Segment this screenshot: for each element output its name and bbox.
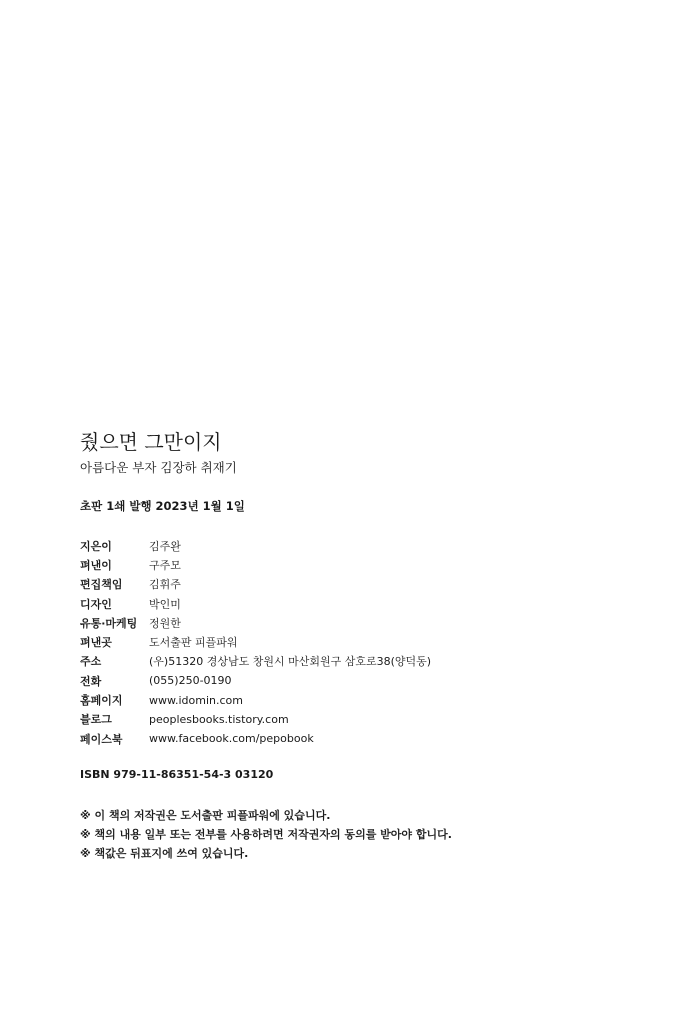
credit-value: 구주모 [149, 558, 181, 572]
credit-row-phone [80, 671, 431, 690]
credit-label: 펴낸이 [80, 558, 112, 572]
credit-row-publisher-person [80, 555, 431, 574]
credit-value: 김휘주 [149, 578, 181, 592]
credit-row-author [80, 536, 431, 555]
credit-row-address [80, 652, 431, 671]
credit-row-design [80, 594, 431, 613]
book-subtitle: 아름다운 부자 김장하 취재기 [80, 460, 237, 475]
edition-info: 초판 1쇄 발행 2023년 1월 1일 [80, 499, 245, 513]
credit-label: 펴낸곳 [80, 636, 112, 650]
credit-label: 유통·마케팅 [80, 616, 138, 630]
note-copyright: ※ 이 책의 저작권은 도서출판 피플파워에 있습니다. [80, 809, 331, 822]
credit-value: 김주완 [149, 539, 181, 553]
credit-label: 지은이 [80, 539, 112, 553]
credit-row-homepage [80, 690, 431, 709]
note-price: ※ 책값은 뒤표지에 쓰여 있습니다. [80, 847, 249, 860]
credit-value: (055)250-0190 [149, 674, 232, 688]
credit-value: 도서출판 피플파워 [149, 636, 238, 650]
credit-row-marketing [80, 613, 431, 632]
credit-value: peoplesbooks.tistory.com [149, 712, 289, 726]
credit-label: 페이스북 [80, 732, 123, 746]
credit-label: 디자인 [80, 597, 112, 611]
credit-value: www.idomin.com [149, 693, 243, 707]
credit-row-editor [80, 575, 431, 594]
notes-list [80, 806, 452, 863]
note-usage-permission: ※ 책의 내용 일부 또는 전부를 사용하려면 저작권자의 동의를 받아야 합니다. [80, 828, 452, 841]
credit-label: 홈페이지 [80, 694, 123, 708]
isbn: ISBN 979-11-86351-54-3 03120 [80, 768, 274, 781]
credit-value: (우)51320 경상남도 창원시 마산회원구 삼호로38(양덕동) [149, 655, 432, 669]
credit-row-blog [80, 710, 431, 729]
credits-list [80, 536, 431, 748]
credit-row-publisher [80, 632, 431, 651]
credit-label: 주소 [80, 655, 102, 669]
credit-value: www.facebook.com/pepobook [149, 732, 314, 746]
book-title: 줬으면 그만이지 [80, 430, 222, 454]
credit-value: 정원한 [149, 616, 181, 630]
credit-label: 편집책임 [80, 578, 123, 592]
credit-label: 전화 [80, 674, 102, 688]
credit-value: 박인미 [149, 597, 181, 611]
credit-row-facebook [80, 729, 431, 748]
credit-label: 블로그 [80, 713, 112, 727]
